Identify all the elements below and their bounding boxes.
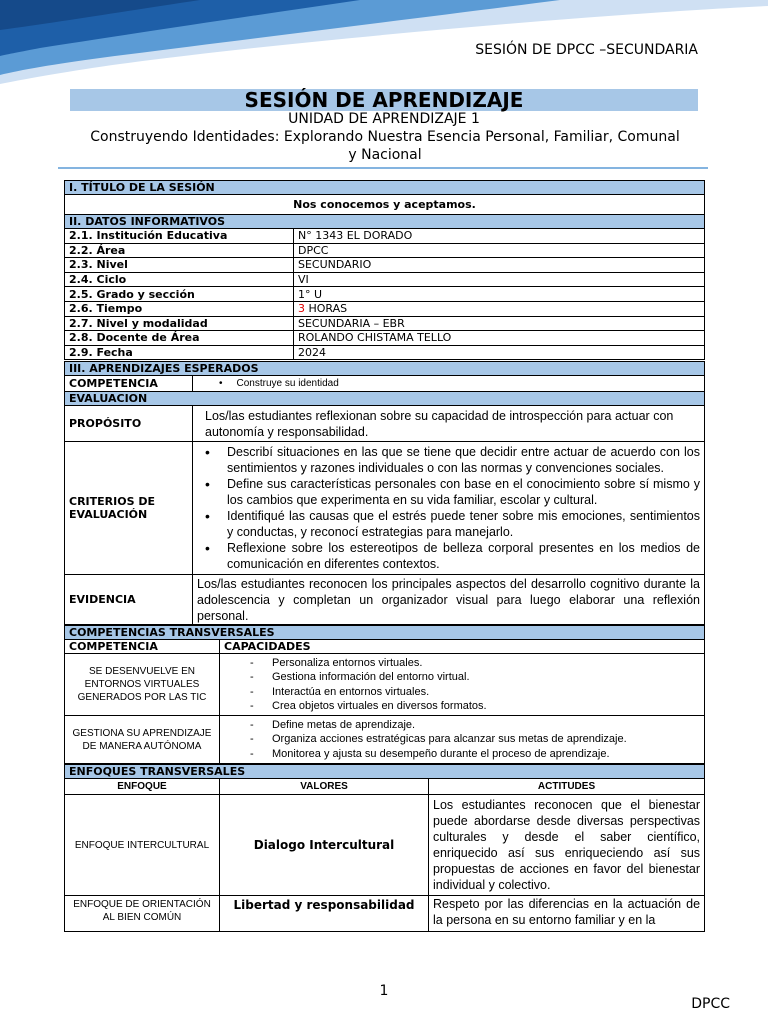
field-value: SECUNDARIO <box>294 258 705 273</box>
session-title: Nos conocemos y aceptamos. <box>65 195 705 215</box>
column-header: ACTITUDES <box>429 779 705 795</box>
footer-label: DPCC <box>691 996 730 1012</box>
capacidad-item: - Personaliza entornos virtuales. <box>224 656 700 671</box>
capacidad-item: - Monitorea y ajusta su desempeño durante el proceso de aprendizaje. <box>224 747 700 762</box>
competencia-label: COMPETENCIA <box>65 376 193 392</box>
field-label: 2.5. Grado y sección <box>65 287 294 302</box>
enfoque-valor: Libertad y responsabilidad <box>220 896 429 932</box>
datos-table <box>64 180 705 360</box>
competencia-value: • Construye su identidad <box>193 376 705 392</box>
transversales-table <box>64 625 705 764</box>
capacidades-cell <box>220 716 705 764</box>
criterio-item: • Define sus características personales con base en el conocimiento sobre sí mismo y los cambios que experimenta en su vida familiar, escolar y cultural. <box>197 476 700 508</box>
section-heading: I. TÍTULO DE LA SESIÓN <box>65 181 705 195</box>
column-header: VALORES <box>220 779 429 795</box>
criterios-list <box>197 444 700 572</box>
field-value <box>294 301 705 316</box>
competencia-transversal: SE DESENVUELVE EN ENTORNOS VIRTUALES GENERADOS POR LAS TIC <box>65 654 220 716</box>
field-value: ROLANDO CHISTAMA TELLO <box>294 331 705 346</box>
capacidad-item: - Gestiona información del entorno virtual. <box>224 670 700 685</box>
field-value: DPCC <box>294 243 705 258</box>
time-number: 3 <box>298 302 305 316</box>
capacidad-item: - Organiza acciones estratégicas para alcanzar sus metas de aprendizaje. <box>224 732 700 747</box>
enfoque-name: ENFOQUE INTERCULTURAL <box>65 795 220 896</box>
enfoques-table <box>64 764 705 932</box>
criterios-cell <box>193 442 705 575</box>
field-label: 2.7. Nivel y modalidad <box>65 316 294 331</box>
section-heading: EVALUACION <box>65 392 705 406</box>
field-label: 2.1. Institución Educativa <box>65 229 294 244</box>
field-label: 2.4. Ciclo <box>65 272 294 287</box>
field-value: VI <box>294 272 705 287</box>
field-label: 2.8. Docente de Área <box>65 331 294 346</box>
capacidad-item: - Crea objetos virtuales en diversos formatos. <box>224 699 700 714</box>
evidencia-label: EVIDENCIA <box>65 575 193 625</box>
enfoque-valor: Dialogo Intercultural <box>220 795 429 896</box>
header-title: SESIÓN DE DPCC –SECUNDARIA <box>475 42 698 58</box>
page-title: SESIÓN DE APRENDIZAJE <box>244 88 524 112</box>
capacidades-cell <box>220 654 705 716</box>
section-heading: COMPETENCIAS TRANSVERSALES <box>65 626 705 640</box>
enfoque-actitud: Los estudiantes reconocen que el bienestar puede abordarse desde diversas perspectivas culturales y desde el saber científico, enriquecido así sus enriqueciendo así sus propuestas de acciones en favor del bienestar individual y colectivo. <box>429 795 705 896</box>
capacidad-item: - Interactúa en entornos virtuales. <box>224 685 700 700</box>
section-heading: III. APRENDIZAJES ESPERADOS <box>65 362 705 376</box>
column-header: COMPETENCIA <box>65 640 220 654</box>
enfoque-name: ENFOQUE DE ORIENTACIÓN AL BIEN COMÚN <box>65 896 220 932</box>
title-separator <box>58 164 708 172</box>
section-heading: ENFOQUES TRANSVERSALES <box>65 765 705 779</box>
field-value: N° 1343 EL DORADO <box>294 229 705 244</box>
proposito-text: Los/las estudiantes reflexionan sobre su capacidad de introspección para actuar con autonomía y responsabilidad. <box>193 406 705 442</box>
time-unit: HORAS <box>305 302 348 316</box>
column-header: CAPACIDADES <box>220 640 705 654</box>
field-label: 2.2. Área <box>65 243 294 258</box>
column-header: ENFOQUE <box>65 779 220 795</box>
page-number: 1 <box>379 983 389 999</box>
unit-title: Construyendo Identidades: Explorando Nuestra Esencia Personal, Familiar, Comunal y Nacional <box>90 129 680 163</box>
criterio-item: • Reflexione sobre los estereotipos de belleza corporal presentes en los medios de comunicación en diferentes contextos. <box>197 540 700 572</box>
field-value: SECUNDARIA – EBR <box>294 316 705 331</box>
capacidades-list <box>224 656 700 714</box>
field-value: 2024 <box>294 345 705 360</box>
capacidad-item: - Define metas de aprendizaje. <box>224 718 700 733</box>
field-label: 2.6. Tiempo <box>65 301 294 316</box>
field-label: 2.3. Nivel <box>65 258 294 273</box>
field-value: 1° U <box>294 287 705 302</box>
section-heading: II. DATOS INFORMATIVOS <box>65 215 705 229</box>
criterio-item: • Identifiqué las causas que el estrés puede tener sobre mis emociones, sentimientos y conductas, y reconocí estrategias para manejarlo. <box>197 508 700 540</box>
enfoque-actitud: Respeto por las diferencias en la actuación de la persona en su entorno familiar y en la <box>429 896 705 932</box>
proposito-label: PROPÓSITO <box>65 406 193 442</box>
aprendizajes-table <box>64 361 705 625</box>
capacidades-list <box>224 718 700 762</box>
evidencia-text: Los/las estudiantes reconocen los principales aspectos del desarrollo cognitivo durante la adolescencia y completan un organizador visual para luego elaborar una reflexión personal. <box>193 575 705 625</box>
unit-label: UNIDAD DE APRENDIZAJE 1 <box>288 111 480 127</box>
competencia-transversal: GESTIONA SU APRENDIZAJE DE MANERA AUTÓNOMA <box>65 716 220 764</box>
criterio-item: • Describí situaciones en las que se tiene que decidir entre actuar de acuerdo con los sentimientos y razones individuales o con las normas y convenciones sociales. <box>197 444 700 476</box>
field-label: 2.9. Fecha <box>65 345 294 360</box>
criterios-label: CRITERIOS DE EVALUACIÓN <box>65 442 193 575</box>
